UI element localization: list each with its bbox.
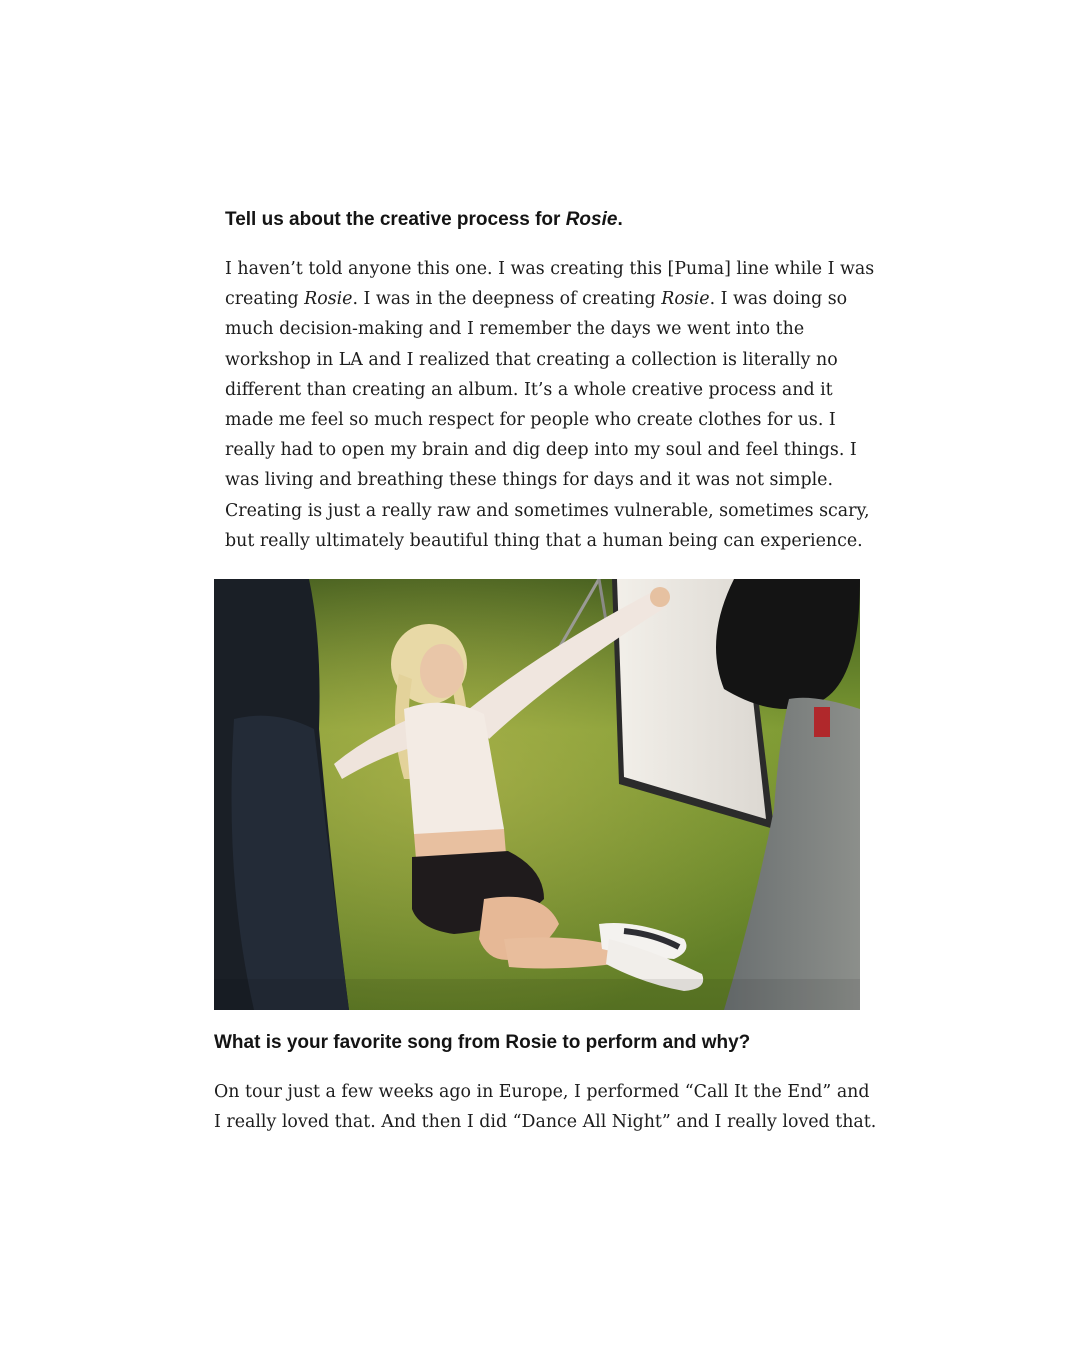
answer-line: was living and breathing these things for days and it was not simple. (225, 470, 834, 491)
question-heading-favorite-song: What is your favorite song from Rosie to perform and why? (214, 1032, 751, 1053)
album-title-italic: Rosie (661, 289, 710, 310)
question-heading-creative-process (225, 208, 865, 232)
answer-line: Creating is just a really raw and sometimes vulnerable, sometimes scary, (225, 500, 870, 521)
answer-line: but really ultimately beautiful thing that a human being can experience. (225, 530, 863, 551)
answer-line: really had to open my brain and dig deep into my soul and feel things. I (225, 440, 857, 461)
answer-text: creating (225, 289, 305, 310)
answer-paragraph-favorite-song (214, 1077, 877, 1137)
answer-line: On tour just a few weeks ago in Europe, I performed “Call It the End” and (214, 1082, 870, 1102)
answer-line: I really loved that. And then I did “Dance All Night” and I really loved that. (214, 1112, 877, 1133)
question-punctuation: . (617, 209, 623, 230)
album-title-italic: Rosie (304, 289, 353, 310)
answer-text: . I was doing so (709, 289, 848, 310)
answer-line (225, 284, 865, 314)
photoshoot-illustration (214, 579, 860, 1010)
answer-line: workshop in LA and I realized that creating a collection is literally no (225, 349, 838, 370)
question-text: Tell us about the creative process for (225, 209, 566, 230)
answer-line: much decision-making and I remember the days we went into the (225, 319, 805, 340)
album-title-italic: Rosie (565, 209, 618, 230)
answer-line: different than creating an album. It’s a whole creative process and it (225, 379, 833, 400)
answer-paragraph-creative-process (225, 254, 875, 556)
answer-line: I haven’t told anyone this one. I was creating this [Puma] line while I was (225, 259, 875, 279)
answer-line: made me feel so much respect for people who create clothes for us. I (225, 410, 836, 431)
answer-text: . I was in the deepness of creating (352, 289, 662, 310)
photoshoot-image (214, 579, 860, 1010)
